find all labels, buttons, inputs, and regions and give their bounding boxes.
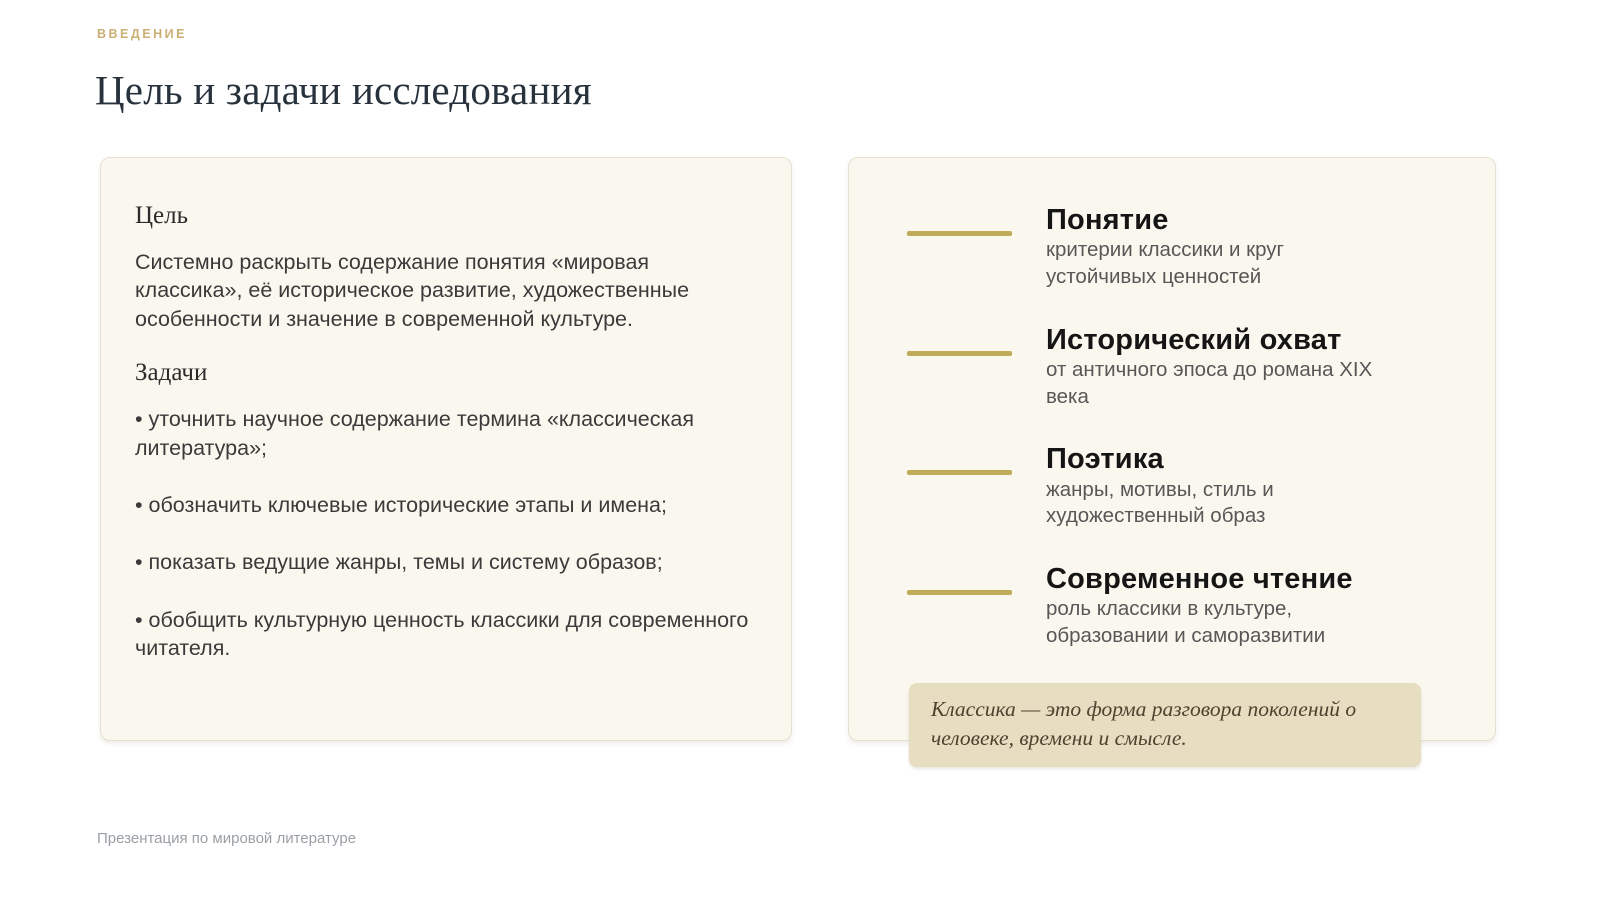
footer-text: Презентация по мировой литературе [97, 830, 357, 847]
topic-body [1046, 443, 1391, 530]
task-item: • показать ведущие жанры, темы и систему образов; [135, 550, 663, 575]
topic-title: Понятие [1046, 204, 1169, 236]
topic-body [1046, 563, 1391, 650]
task-item: • обозначить ключевые исторические этапы и имена; [135, 492, 667, 517]
topic-description: роль классики в культуре, образовании и саморазвитии [1046, 597, 1326, 647]
goal-heading: Цель [135, 202, 189, 229]
accent-line [907, 590, 1012, 595]
topic-item [907, 324, 1455, 411]
topic-title: Современное чтение [1046, 562, 1353, 595]
goal-and-tasks-card [100, 157, 792, 741]
topic-title: Поэтика [1046, 443, 1164, 476]
topic-description: критерии классики и круг устойчивых ценностей [1046, 238, 1285, 288]
accent-line [907, 351, 1012, 356]
topics-card [848, 157, 1496, 750]
topic-title: Исторический охват [1046, 323, 1342, 356]
goal-text: Системно раскрыть содержание понятия «мировая классика», её историческое развитие, художественные особенности и значение в современной культуре. [135, 250, 690, 331]
slide-title: Цель и задачи исследования [95, 67, 592, 113]
topic-item [907, 563, 1455, 650]
accent-line [907, 470, 1012, 475]
accent-line [907, 231, 1012, 236]
tasks-heading: Задачи [135, 359, 208, 387]
topic-item [907, 443, 1455, 530]
quote-text: Классика — это форма разговора поколений о человеке, времени и смысле. [931, 696, 1357, 750]
topic-item [907, 204, 1455, 291]
task-item: • обобщить культурную ценность классики для современного читателя. [135, 607, 749, 660]
topic-description: от античного эпоса до романа XIX века [1046, 357, 1373, 408]
task-item: • уточнить научное содержание термина «классическая литература»; [135, 407, 694, 460]
topic-body [1046, 204, 1391, 291]
quote-box [909, 683, 1421, 767]
topic-description: жанры, мотивы, стиль и художественный образ [1046, 477, 1274, 528]
topic-body [1046, 324, 1391, 411]
eyebrow-label: ВВЕДЕНИЕ [97, 27, 187, 41]
